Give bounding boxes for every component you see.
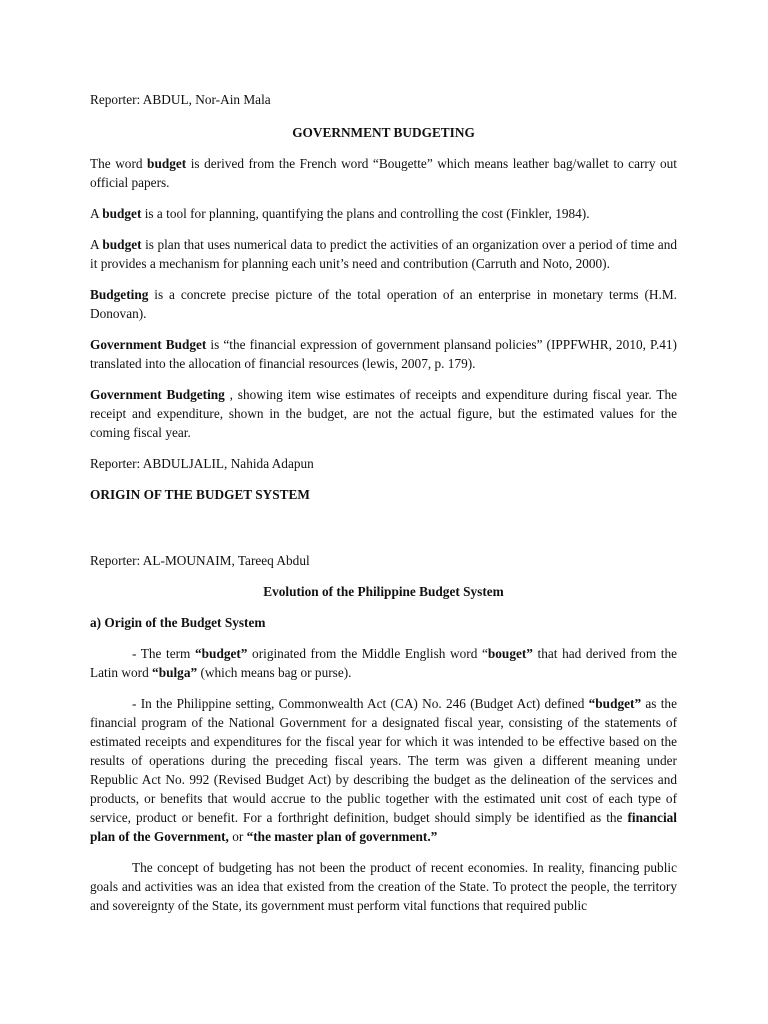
section-title-government-budgeting xyxy=(90,123,677,142)
reporter-line-3: Reporter: AL-MOUNAIM, Tareeq Abdul xyxy=(90,553,310,568)
text-run: is “the financial expression of government plansand policies” (IPPFWHR, 2010, P.41) translated into the allocation of financial resources (lewis, 2007, p. 179). xyxy=(90,337,677,371)
bold-term: budget xyxy=(102,237,142,252)
body-paragraph-philippine-setting xyxy=(90,694,677,846)
definition-paragraph-4 xyxy=(90,285,677,323)
reporter-line-2: Reporter: ABDULJALIL, Nahida Adapun xyxy=(90,456,314,471)
definition-paragraph-2 xyxy=(90,204,677,223)
bold-term: financial plan of the Government, xyxy=(90,810,677,844)
title-text: GOVERNMENT BUDGETING xyxy=(292,125,475,140)
text-run: is plan that uses numerical data to predict the activities of an organization over a period of time and it provides a mechanism for planning each unit’s need and contribution (Carruth and Noto, 2000). xyxy=(90,237,677,271)
text-run: A xyxy=(90,206,103,221)
document-page xyxy=(90,90,677,927)
definition-paragraph-3 xyxy=(90,235,677,273)
text-run: - The term xyxy=(132,646,195,661)
bold-term: bouget” xyxy=(487,646,533,661)
definition-paragraph-5 xyxy=(90,335,677,373)
title-text: ORIGIN OF THE BUDGET SYSTEM xyxy=(90,487,310,502)
text-run: is a tool for planning, quantifying the plans and controlling the cost (Finkler, 1984). xyxy=(141,206,590,221)
definition-paragraph-1 xyxy=(90,154,677,192)
text-run: (which means bag or purse). xyxy=(197,665,352,680)
title-text: Evolution of the Philippine Budget System xyxy=(263,584,504,599)
text-run: is derived from the French word “Bougette” which means leather bag/wallet to carry out official papers. xyxy=(90,156,678,190)
subtitle-text: a) Origin of the Budget System xyxy=(90,615,266,630)
bold-term: “budget” xyxy=(588,696,642,711)
bold-term: Budgeting xyxy=(90,287,149,302)
reporter-line-1: Reporter: ABDUL, Nor-Ain Mala xyxy=(90,92,271,107)
bold-term: Government Budgeting xyxy=(90,387,225,402)
text-run: - In the Philippine setting, Commonwealth Act (CA) No. 246 (Budget Act) defined xyxy=(132,696,589,711)
section-title-origin xyxy=(90,485,677,504)
text-run: as the financial program of the National Government for a designated fiscal year, consisting of the statements of estimated receipts and expenditures for the fiscal year for which it was intended to be effective based on the results of operations during the preceding fiscal years. The term was given a different meaning under Republic Act No. 992 (Revised Budget Act) by describing the budget as the delineation of the services and products, or benefits that would accrue to the public together with the estimated unit cost of each type of service, product or benefit. For a forthright definition, budget should simply be identified as the xyxy=(90,696,677,825)
body-paragraph-term-origin xyxy=(90,644,677,682)
text-run: originated from the Middle English word “ xyxy=(247,646,488,661)
blank-spacer xyxy=(90,516,677,551)
definition-paragraph-6 xyxy=(90,385,677,442)
text-run: , showing item wise estimates of receipts and expenditure during fiscal year. The receipt and expenditure, shown in the budget, are not the actual figure, but the estimated values for the coming fiscal year. xyxy=(90,387,677,440)
text-run: A xyxy=(90,237,103,252)
text-run: The word xyxy=(90,156,148,171)
bold-term: “bulga” xyxy=(152,665,198,680)
bold-term: Government Budget xyxy=(90,337,207,352)
bold-term: “the master plan of government.” xyxy=(246,829,438,844)
section-title-evolution xyxy=(90,582,677,601)
text-run: or xyxy=(228,829,247,844)
body-paragraph-concept: The concept of budgeting has not been the product of recent economies. In reality, financing public goals and activities was an idea that existed from the creation of the State. To protect the people, the territory and sovereignty of the State, its government must perform vital functions that required public xyxy=(90,860,677,913)
bold-term: “budget” xyxy=(195,646,248,661)
bold-term: budget xyxy=(102,206,142,221)
text-run: that had derived from the Latin word xyxy=(90,646,677,680)
text-run: is a concrete precise picture of the total operation of an enterprise in monetary terms (H.M. Donovan). xyxy=(90,287,677,321)
bold-term: budget xyxy=(147,156,187,171)
subsection-title-origin xyxy=(90,613,677,632)
